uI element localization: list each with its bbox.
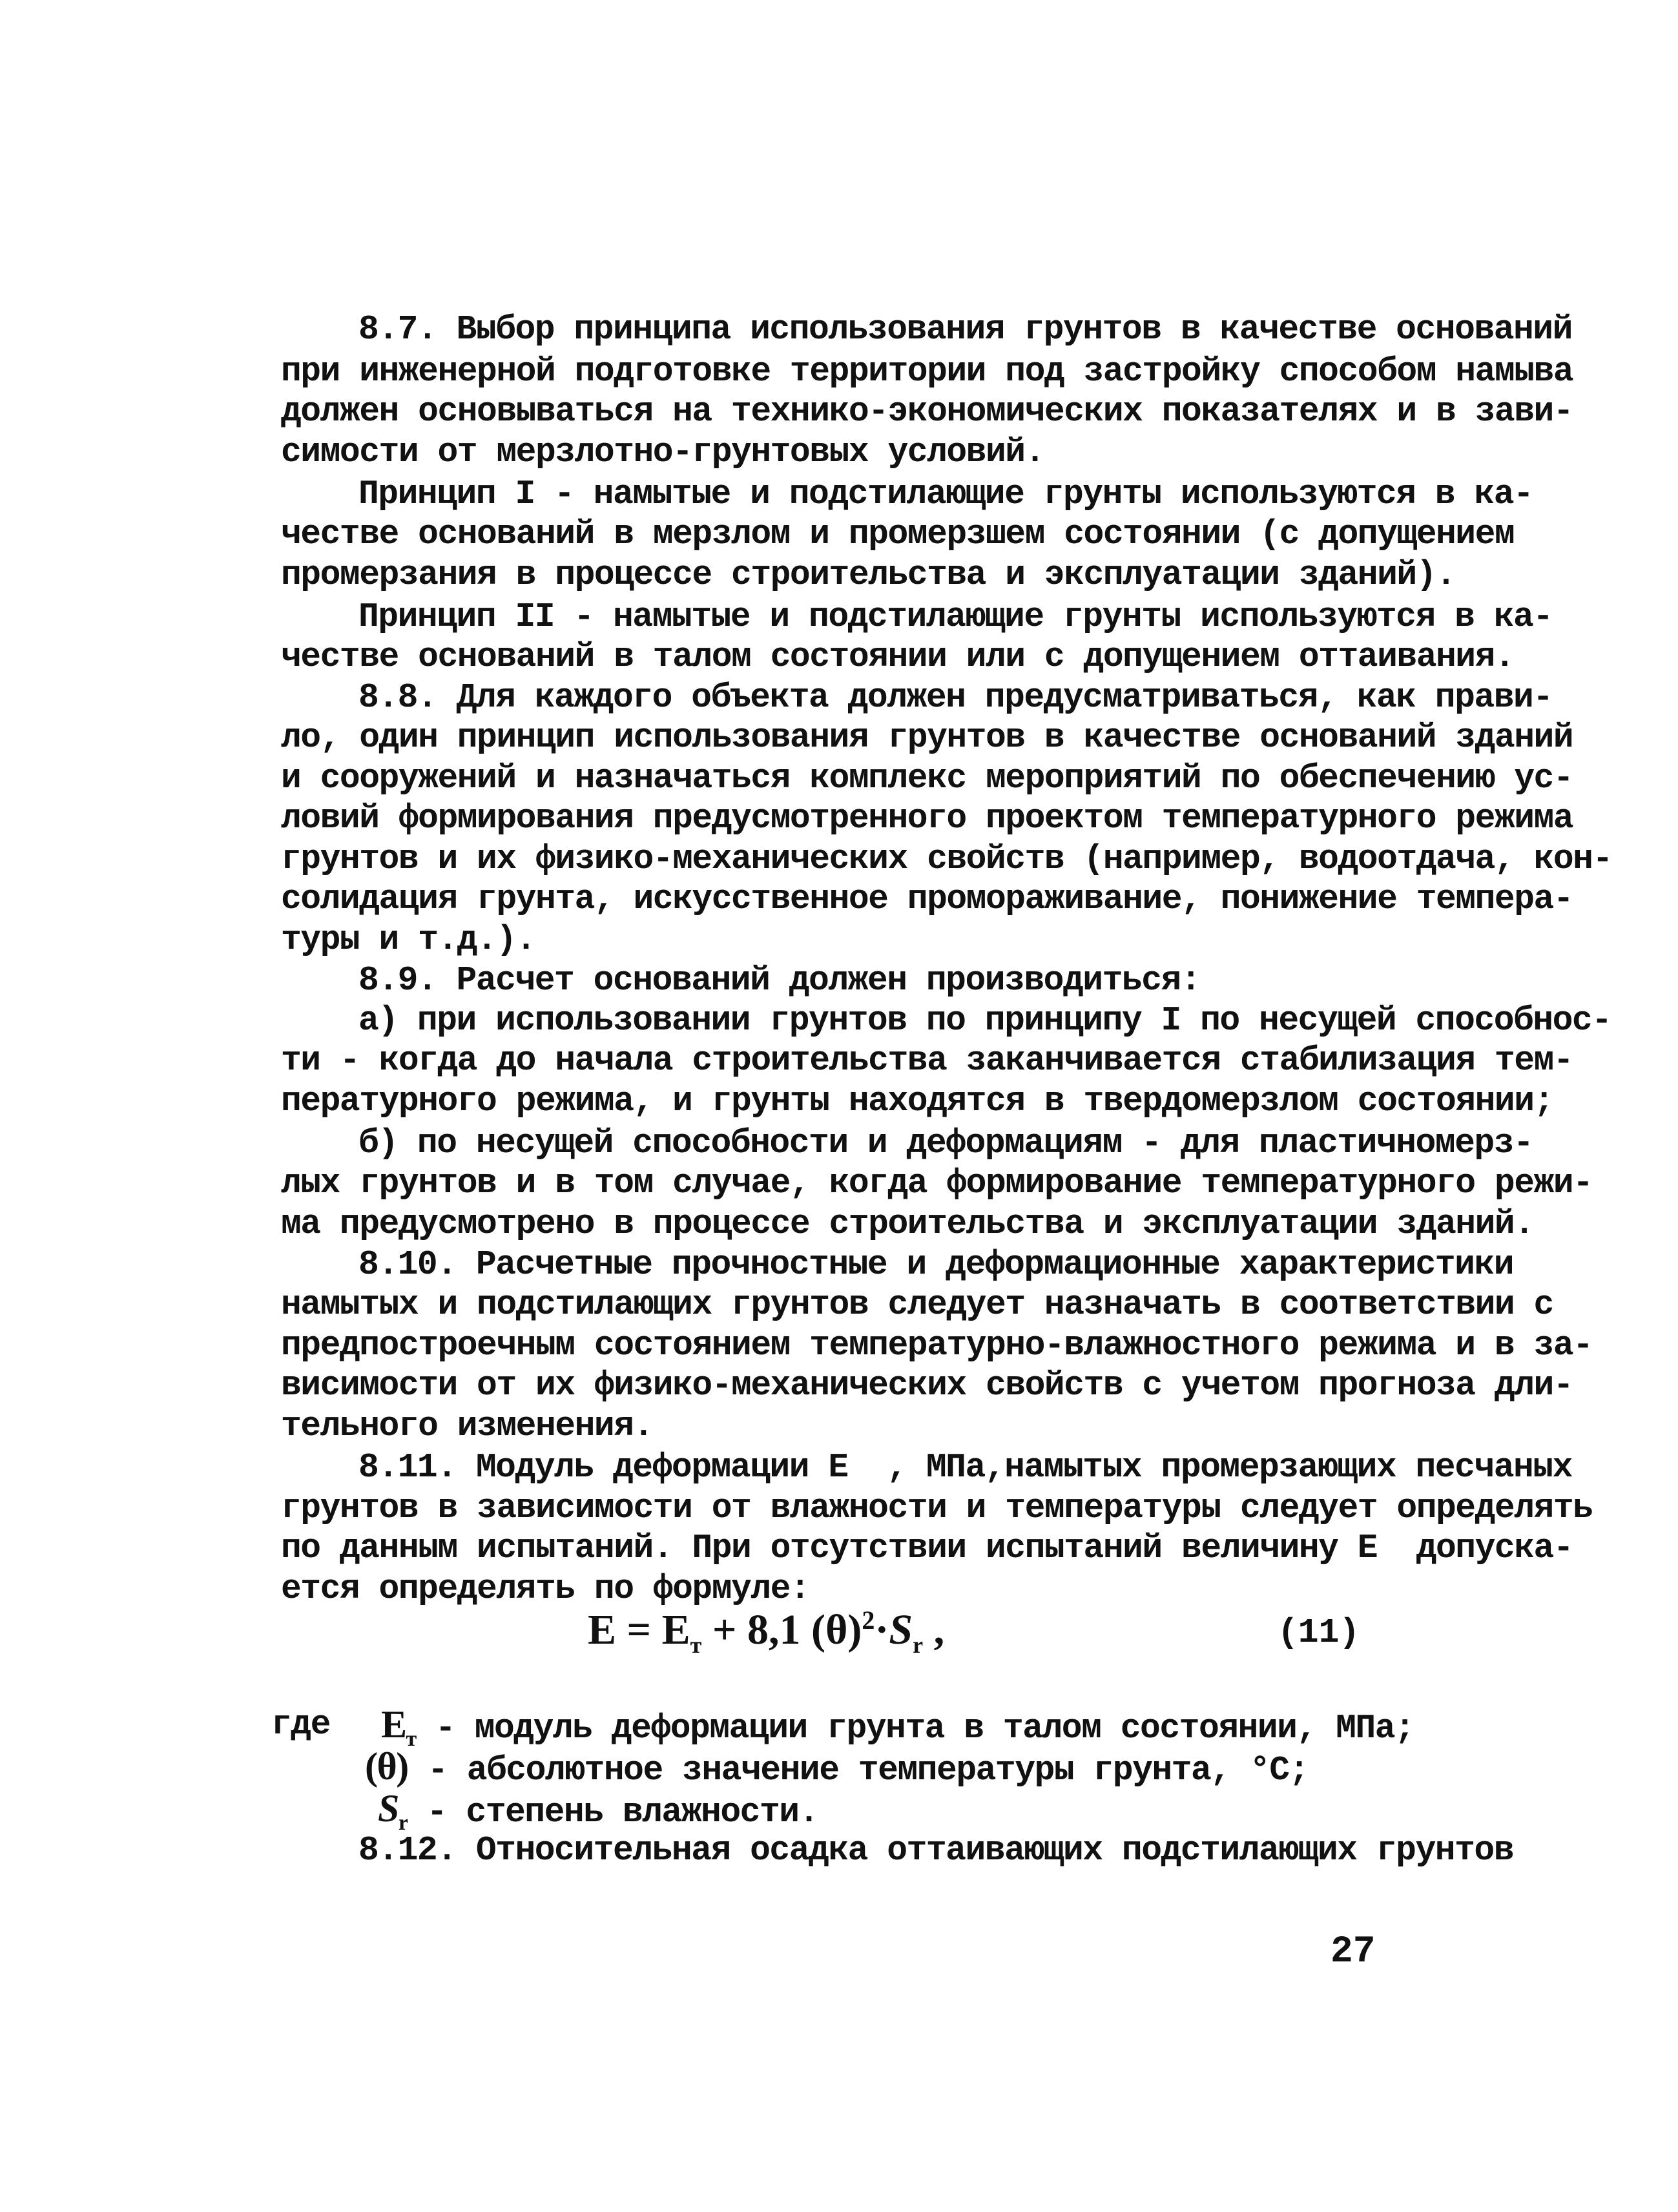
formula-term: + 8,1 (θ) — [701, 1606, 862, 1653]
formula-equals: = — [616, 1606, 662, 1653]
text-line: пературного режима, и грунты находятся в твердомерзлом состоянии; — [281, 1082, 1553, 1121]
text-line: 8.8. Для каждого объекта должен предусматриваться, как прави- — [358, 678, 1553, 717]
text-line: Принцип II - намытые и подстилающие грунты используются в ка- — [358, 597, 1553, 636]
formula — [588, 1605, 944, 1659]
text-line: ма предусмотрено в процессе строительства и эксплуатации зданий. — [281, 1204, 1534, 1243]
text-line: честве оснований в талом состоянии или с допущением оттаивания. — [281, 637, 1515, 676]
text-line: промерзания в процессе строительства и эксплуатации зданий). — [281, 555, 1456, 594]
text-line: ти - когда до начала строительства заканчивается стабилизация тем- — [281, 1041, 1573, 1080]
text-line: ло, один принцип использования грунтов в качестве оснований зданий — [281, 718, 1573, 757]
where-text: - степень влажности. — [407, 1793, 818, 1832]
text-line: туры и т.д.). — [281, 920, 535, 959]
symbol: $S_r$ — [378, 1787, 408, 1835]
text-line: Принцип I - намытые и подстилающие грунты используются в ка- — [358, 475, 1533, 513]
where-text: - абсолютное значение температуры грунта, °С; — [408, 1751, 1309, 1790]
text-line: и сооружений и назначаться комплекс мероприятий по обеспечению ус- — [281, 759, 1573, 798]
symbol: (θ) — [365, 1745, 408, 1788]
text-line: тельного изменения. — [281, 1407, 653, 1445]
where-item — [365, 1747, 1309, 1790]
text-line: грунтов в зависимости от влажности и температуры следует определять — [281, 1489, 1593, 1527]
formula-term: , — [923, 1606, 945, 1653]
text-line: симости от мерзлотно-грунтовых условий. — [281, 433, 1044, 471]
text-line: грунтов и их физико-механических свойств (например, водоотдача, кон- — [281, 840, 1612, 878]
text-line: лых грунтов и в том случае, когда формирование температурного режи- — [281, 1164, 1593, 1203]
text-line: 8.12. Относительная осадка оттаивающих подстилающих грунтов — [358, 1831, 1514, 1870]
page-number: 27 — [1331, 1931, 1376, 1973]
text-line: по данным испытаний. При отсутствии испытаний величину E допуска- — [281, 1529, 1573, 1567]
text-line: а) при использовании грунтов по принципу I по несущей способнос- — [358, 1001, 1611, 1040]
text-line: б) по несущей способности и деформациям - для пластичномерз- — [358, 1124, 1533, 1163]
text-line: должен основываться на технико-экономических показателях и в зави- — [281, 392, 1573, 431]
formula-superscript: 2 — [862, 1606, 875, 1635]
text-line: ется определять по формуле: — [281, 1569, 810, 1608]
where-text: - модуль деформации грунта в талом состоянии, МПа; — [415, 1709, 1414, 1748]
text-line: висимости от их физико-механических свойств с учетом прогноза дли- — [281, 1366, 1573, 1405]
text-line: при инженерной подготовке территории под застройку способом намыва — [281, 352, 1573, 391]
text-line: намытых и подстилающих грунтов следует назначать в соответствии с — [281, 1285, 1553, 1324]
text-line: честве оснований в мерзлом и промерзшем состоянии (с допущением — [281, 515, 1515, 553]
equation-number: (11) — [1278, 1613, 1360, 1652]
text-line: солидация грунта, искусственное промораживание, понижение темпера- — [281, 880, 1573, 918]
formula-lhs: E — [588, 1606, 617, 1653]
formula-term: S — [889, 1606, 913, 1653]
formula-subscript: r — [913, 1632, 924, 1659]
text-line: 8.10. Расчетные прочностные и деформационные характеристики — [358, 1245, 1514, 1284]
symbol: $E_т$ — [381, 1703, 416, 1751]
where-label: где — [271, 1705, 330, 1744]
text-line: 8.7. Выбор принципа использования грунтов в качестве оснований — [358, 310, 1572, 349]
formula-term: E — [661, 1606, 690, 1653]
text-line: 8.11. Модуль деформации E , МПа,намытых промерзающих песчаных — [358, 1448, 1572, 1487]
text-line: ловий формирования предусмотренного проектом температурного режима — [281, 799, 1573, 838]
formula-subscript: т — [690, 1632, 702, 1659]
text-line: предпостроечным состоянием температурно-влажностного режима и в за- — [281, 1326, 1593, 1365]
text-line: 8.9. Расчет оснований должен производиться: — [358, 961, 1201, 1000]
formula-operator: · — [875, 1606, 889, 1653]
